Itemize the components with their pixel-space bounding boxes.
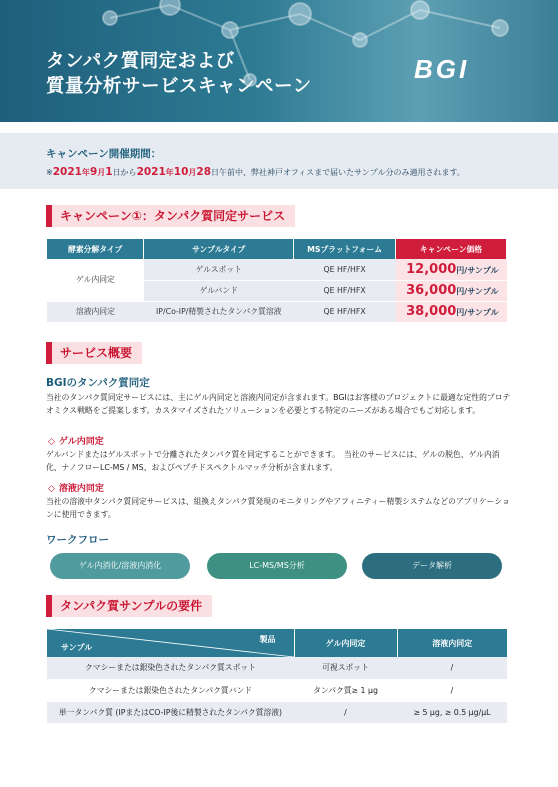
period-gatsu2: 月 <box>188 168 197 177</box>
bgi-identification-heading: BGIのタンパク質同定 <box>46 377 150 389</box>
diamond-icon: ◇ <box>48 484 55 494</box>
page-title-line2: 質量分析サービスキャンペーン <box>46 76 312 97</box>
period-nen1: 年 <box>81 168 90 177</box>
table-row <box>47 701 507 723</box>
row-solution: / <box>397 679 507 701</box>
price-unit: 円/サンプル <box>456 287 499 296</box>
period-year1: 2021 <box>52 166 82 178</box>
gel-paragraph: ゲルバンドまたはゲルスポットで分離されたタンパク質を同定することができます。 当社のサービスには、ゲルの脱色、ゲル内消化、ナノフローLC-MS / MS、およびペプチドスペクトルマッチ分析が含まれます。 <box>46 450 500 472</box>
table-row <box>47 259 507 280</box>
solution-paragraph: 当社の溶液中タンパク質同定サービスは、組換えタンパク質発現のモニタリングやアフィニティー精製システムなどのアプリケーションに使用できます。 <box>46 497 510 519</box>
row-label: 単一タンパク質 (IPまたはCO-IP後に精製されたタンパク質溶液) <box>47 701 294 723</box>
price-unit: 円/サンプル <box>456 308 499 317</box>
col-enzyme: 酵素分解タイプ <box>47 239 144 259</box>
period-day1: 1 <box>105 166 113 178</box>
workflow-heading: ワークフロー <box>46 534 109 546</box>
table-row <box>47 301 507 322</box>
period-nen2: 年 <box>165 168 174 177</box>
header-sample: サンプル <box>61 643 93 652</box>
workflow-step-analysis: データ解析 <box>362 553 502 579</box>
workflow-step-lcms: LC-MS/MS分析 <box>207 553 347 579</box>
price-value: 38,000 <box>406 304 457 319</box>
period-year2: 2021 <box>136 166 166 178</box>
period-label: キャンペーン開催期間： <box>46 148 162 160</box>
price-table-header <box>47 239 507 259</box>
price-cell <box>396 280 507 301</box>
row-solution: / <box>397 657 507 679</box>
section3-heading <box>46 595 212 617</box>
diamond-icon: ◇ <box>48 437 55 447</box>
section1-title: キャンペーン①：タンパク質同定サービス <box>52 205 295 227</box>
row-label: クマシーまたは銀染色されたタンパク質スポット <box>47 657 294 679</box>
row-gel: / <box>294 701 397 723</box>
requirements-header <box>47 629 507 657</box>
table-row <box>47 679 507 701</box>
category-solution: 溶液内同定 <box>47 301 144 322</box>
requirements-table <box>47 629 507 724</box>
period-suffix: 日午前中、弊社神戸オフィスまで届いたサンプル分のみ適用されます。 <box>211 168 465 177</box>
platform: QE HF/HFX <box>294 280 396 301</box>
campaign-period-box <box>0 133 558 189</box>
workflow-step-digestion: ゲル内消化/溶液内消化 <box>50 553 190 579</box>
price-cell <box>396 301 507 322</box>
period-prefix: ※ <box>46 168 53 177</box>
sub-heading-solution-text: 溶液内同定 <box>58 484 104 494</box>
price-cell <box>396 259 507 280</box>
period-day2: 28 <box>196 166 212 178</box>
sub-heading-solution <box>48 481 104 494</box>
price-value: 12,000 <box>406 261 457 277</box>
price-table <box>47 239 507 323</box>
bgi-logo: BGI <box>414 54 470 84</box>
section3-title: タンパク質サンプルの要件 <box>52 595 212 617</box>
price-value: 36,000 <box>406 283 457 298</box>
table-row <box>47 657 507 679</box>
platform: QE HF/HFX <box>294 301 396 322</box>
price-unit: 円/サンプル <box>456 265 499 275</box>
sub-heading-gel-text: ゲル内同定 <box>58 437 104 447</box>
row-gel: タンパク質≥ 1 μg <box>294 679 397 701</box>
page-title <box>46 49 312 99</box>
row-solution: ≥ 5 μg, ≥ 0.5 μg/μL <box>397 701 507 723</box>
period-month2: 10 <box>173 166 189 178</box>
col-solution: 溶液内同定 <box>397 629 507 657</box>
period-gatsu1: 月 <box>97 168 106 177</box>
page-title-line1: タンパク質同定および <box>46 51 235 72</box>
period-nichi1: 日から <box>112 168 137 177</box>
section2-title: サービス概要 <box>52 342 142 364</box>
row-gel: 可視スポット <box>294 657 397 679</box>
section2-heading <box>46 342 142 364</box>
sample-type: ゲルスポット <box>144 259 294 280</box>
platform: QE HF/HFX <box>294 259 396 280</box>
sample-type: IP/Co-IP/精製されたタンパク質溶液 <box>144 301 294 322</box>
period-month1: 9 <box>89 166 98 178</box>
row-label: クマシーまたは銀染色されたタンパク質バンド <box>47 679 294 701</box>
period-text <box>46 166 465 178</box>
diagonal-header-cell <box>47 629 294 657</box>
sample-type: ゲルバンド <box>144 280 294 301</box>
col-sample: サンプルタイプ <box>144 239 294 259</box>
col-price: キャンペーン価格 <box>396 239 507 259</box>
col-platform: MSプラットフォーム <box>294 239 396 259</box>
sub-heading-gel <box>48 434 104 447</box>
col-gel: ゲル内同定 <box>294 629 397 657</box>
header-banner <box>0 0 558 122</box>
category-gel: ゲル内同定 <box>47 259 144 301</box>
section1-heading <box>46 205 295 227</box>
header-product: 製品 <box>259 635 276 644</box>
intro-paragraph: 当社のタンパク質同定サービスには、主にゲル内同定と溶液内同定が含まれます。BGIはお客様のプロジェクトに最適な定性的プロテオミクス戦略をご提案します。カスタマイズされたソリューションを必要とする特定のニーズがある場合でもご対応します。 <box>46 393 511 415</box>
